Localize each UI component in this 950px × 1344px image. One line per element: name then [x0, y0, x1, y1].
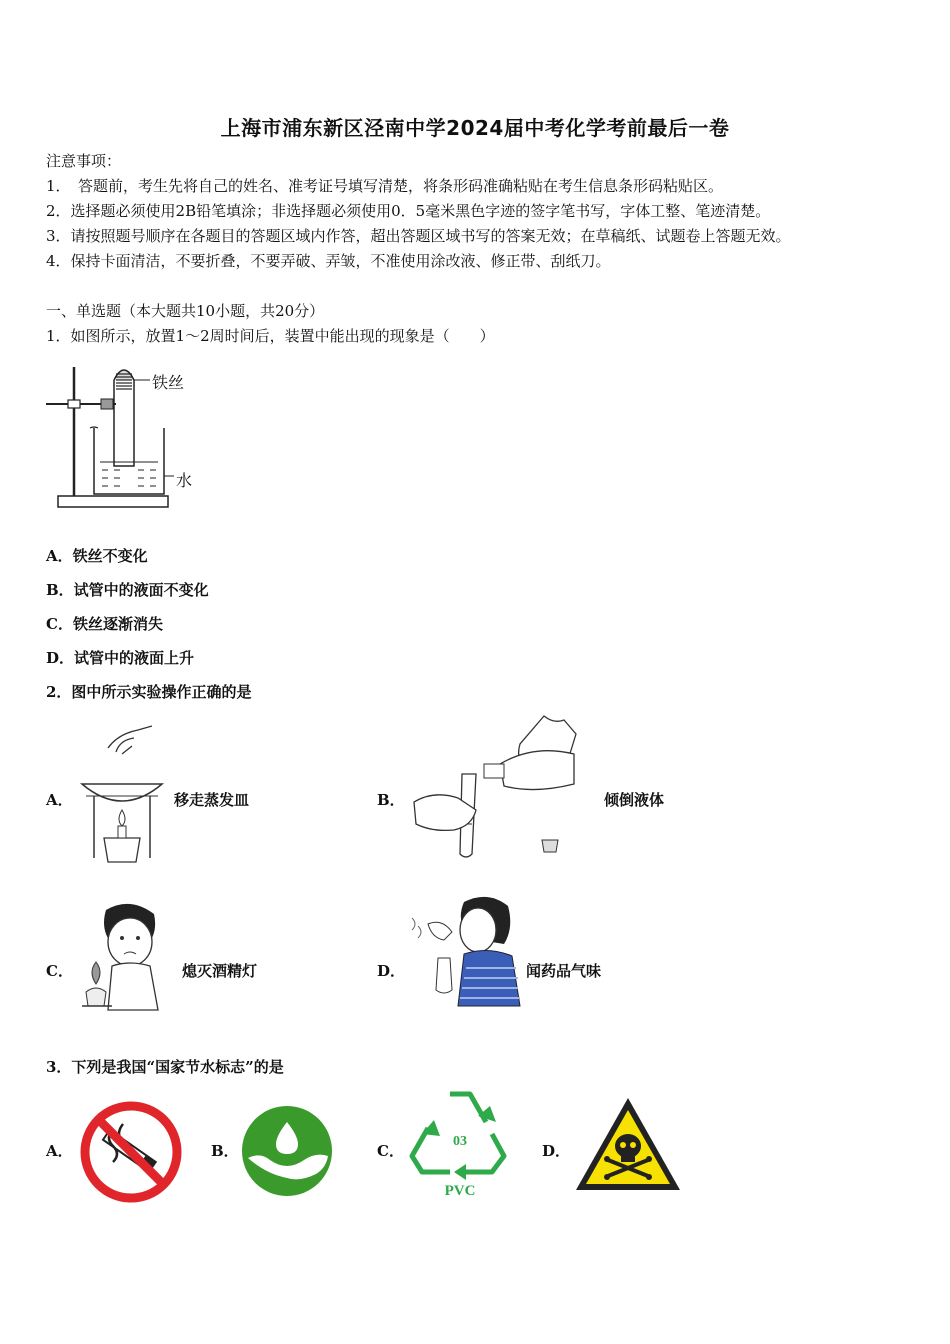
- water-saving-sign-icon: [240, 1104, 334, 1198]
- q1-option-c: C．铁丝逐渐消失: [46, 615, 163, 633]
- section-heading: 一、单选题（本大题共10小题，共20分）: [46, 302, 325, 320]
- toxic-hazard-sign-icon: [572, 1094, 684, 1194]
- q1-stem: 1．如图所示，放置1～2周时间后，装置中能出现的现象是（ ）: [46, 327, 495, 345]
- q2-option-c-letter: C．: [46, 962, 73, 980]
- notice-item-3: 3．请按照题号顺序在各题目的答题区域内作答，超出答题区域书写的答案无效；在草稿纸、试题卷上答题无效。: [46, 227, 791, 245]
- q2-option-d-letter: D．: [377, 962, 406, 980]
- q1-option-d: D．试管中的液面上升: [46, 649, 195, 667]
- q1-label-water: 水: [176, 471, 193, 490]
- pouring-liquid-illustration: [414, 714, 584, 862]
- notice-item-1: 1． 答题前，考生先将自己的姓名、准考证号填写清楚，将条形码准确粘贴在考生信息条形码粘贴区。: [46, 177, 724, 195]
- q3-stem: 3．下列是我国“国家节水标志”的是: [46, 1058, 284, 1076]
- q3-option-a-letter: A．: [46, 1142, 73, 1160]
- q3-option-b-letter: B．: [211, 1142, 239, 1160]
- no-smoking-sign-icon: [79, 1100, 183, 1204]
- recycle-label: PVC: [444, 1183, 476, 1199]
- q2-option-a-letter: A．: [46, 791, 73, 809]
- q2-stem: 2．图中所示实验操作正确的是: [46, 683, 252, 701]
- page-title: 上海市浦东新区泾南中学2024届中考化学考前最后一卷: [220, 116, 730, 140]
- q2-option-d-caption: 闻药品气味: [526, 962, 602, 980]
- q2-option-b-caption: 倾倒液体: [604, 791, 665, 809]
- q3-option-d-letter: D．: [542, 1142, 571, 1160]
- notice-item-2: 2．选择题必须使用2B铅笔填涂；非选择题必须使用0．5毫米黑色字迹的签字笔书写，字体工整、笔迹清楚。: [46, 202, 771, 220]
- recycle-code: 03: [453, 1134, 467, 1149]
- q1-option-a: A．铁丝不变化: [46, 547, 148, 565]
- q3-option-c-letter: C．: [377, 1142, 404, 1160]
- q1-option-b: B．试管中的液面不变化: [46, 581, 209, 599]
- q1-label-wire: 铁丝: [152, 373, 185, 392]
- notice-item-4: 4．保持卡面清洁，不要折叠，不要弄破、弄皱，不准使用涂改液、修正带、刮纸刀。: [46, 252, 611, 270]
- extinguishing-lamp-illustration: [78, 902, 178, 1014]
- q2-option-c-caption: 熄灭酒精灯: [182, 962, 258, 980]
- q2-option-a-caption: 移走蒸发皿: [174, 791, 250, 809]
- q2-option-b-letter: B．: [377, 791, 405, 809]
- notice-heading: 注意事项：: [46, 152, 122, 170]
- evaporating-dish-illustration: [78, 726, 168, 866]
- smelling-chemicals-illustration: [408, 894, 524, 1012]
